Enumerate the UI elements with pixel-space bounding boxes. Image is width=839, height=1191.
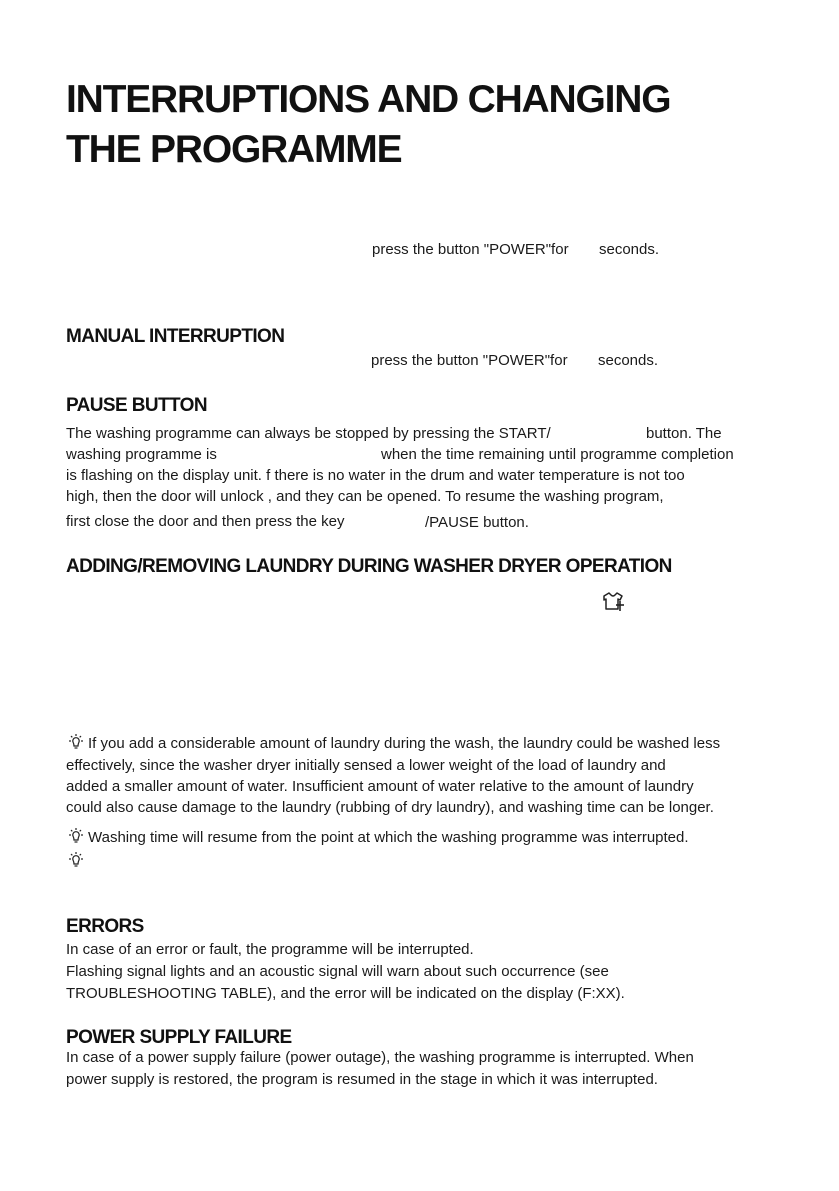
tip-bulb-icon-2	[66, 827, 86, 847]
tip-bulb-icon-3	[66, 851, 86, 871]
pause-text-line5a: first close the door and then press the key	[66, 513, 345, 530]
errors-line1: In case of an error or fault, the programme will be interrupted.	[66, 941, 474, 958]
pause-text-line1a: The washing programme can always be stopped by pressing the START/	[66, 425, 551, 442]
pause-text-line2a: washing programme is	[66, 446, 217, 463]
tip1-line3: added a smaller amount of water. Insufficient amount of water relative to the amount of laundry	[66, 778, 694, 795]
pause-text-line5b: /PAUSE button.	[425, 514, 529, 531]
manual-interruption-heading: MANUAL INTERRUPTION	[66, 326, 285, 347]
pause-text-line1b: button. The	[646, 425, 722, 442]
intro-press-text: press the button "POWER"for	[372, 241, 569, 258]
pause-text-line4: high, then the door will unlock , and they can be opened. To resume the washing program,	[66, 488, 664, 505]
tip1-line4: could also cause damage to the laundry (rubbing of dry laundry), and washing time can be longer.	[66, 799, 714, 816]
pause-text-line2b: when the time remaining until programme completion	[381, 446, 734, 463]
tip-bulb-icon-1	[66, 733, 86, 753]
manual-seconds-text: seconds.	[598, 352, 659, 369]
tip1-line1: If you add a considerable amount of laundry during the wash, the laundry could be washed less	[88, 735, 721, 752]
manual-press-text: press the button "POWER"for	[371, 352, 568, 369]
tip2-text: Washing time will resume from the point at which the washing programme was interrupted.	[88, 829, 689, 846]
tip1-line2: effectively, since the washer dryer initially sensed a lower weight of the load of laundry and	[66, 757, 666, 774]
add-laundry-icon	[602, 591, 626, 613]
errors-line3: TROUBLESHOOTING TABLE), and the error will be indicated on the display (F:XX).	[66, 985, 625, 1002]
power-failure-line2: power supply is restored, the program is resumed in the stage in which it was interrupted.	[66, 1071, 658, 1088]
power-failure-heading: POWER SUPPLY FAILURE	[66, 1027, 292, 1048]
pause-text-line3: is flashing on the display unit. f there is no water in the drum and water temperature is not too	[66, 467, 685, 484]
page-title-line2: THE PROGRAMME	[66, 128, 402, 171]
pause-button-heading: PAUSE BUTTON	[66, 395, 207, 416]
errors-line2: Flashing signal lights and an acoustic signal will warn about such occurrence (see	[66, 963, 609, 980]
power-failure-line1: In case of a power supply failure (power outage), the washing programme is interrupted. When	[66, 1049, 694, 1066]
errors-heading: ERRORS	[66, 916, 144, 937]
intro-seconds-text: seconds.	[599, 241, 660, 258]
page-title-line1: INTERRUPTIONS AND CHANGING	[66, 78, 671, 121]
adding-removing-heading: ADDING/REMOVING LAUNDRY DURING WASHER DRYER OPERATION	[66, 556, 672, 577]
